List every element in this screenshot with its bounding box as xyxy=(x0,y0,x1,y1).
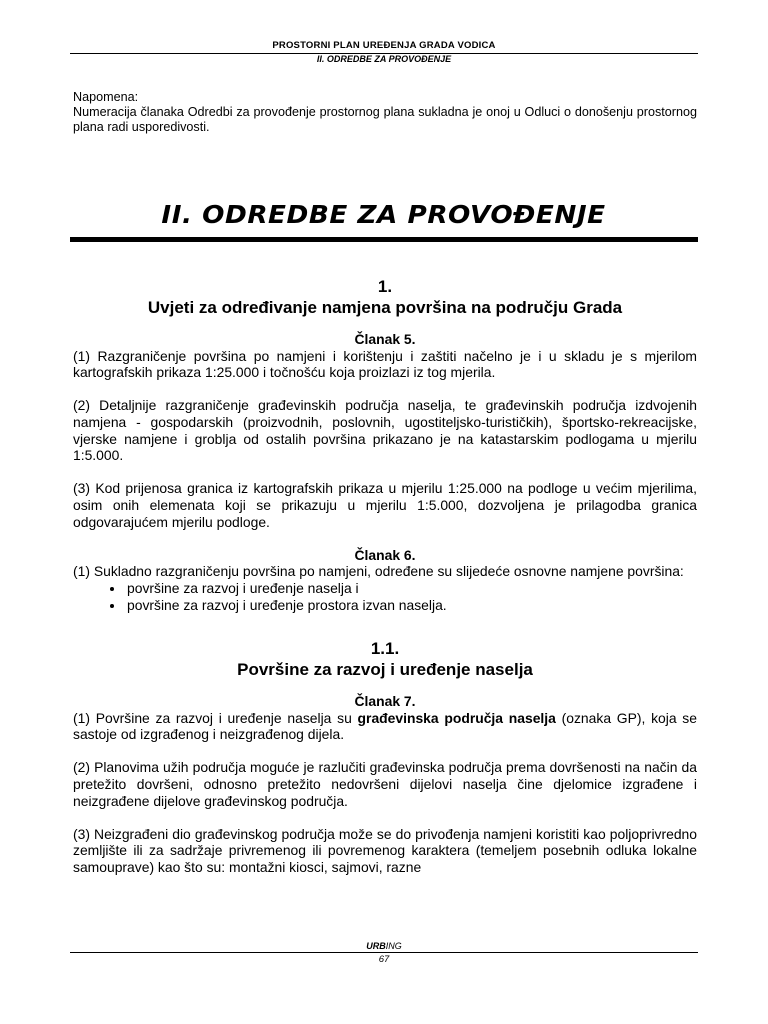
page-footer xyxy=(70,940,698,966)
page-number: 67 xyxy=(378,954,390,965)
article-heading: Članak 7. xyxy=(354,693,416,710)
article-heading: Članak 6. xyxy=(354,546,416,563)
main-title-text: II. ODREDBE ZA PROVOĐENJE xyxy=(161,200,607,229)
footer-brand: URBING xyxy=(366,941,402,951)
article-paragraph: (3) Neizgrađeni dio građevinskog područja može se do privođenja namjeni koristiti kao poljoprivredno zemljište ili za sadržaje privremenog ili povremenog karaktera (temeljem posebnih odluka lokalne samouprave) kao što su: montažni kiosci, sajmovi, razne xyxy=(73,825,697,876)
title-rule xyxy=(70,237,698,242)
article-paragraph: (2) Detaljnije razgraničenje građevinskih područja naselja, te građevinskih područja izdvojenih namjena - gospodarskih (proizvodnih, poslovnih, ugostiteljsko-turističkih), športsko-rekreacijske, vjerske namjene i groblja od ostalih površina prikazano je na katastarskim podlogama u mjerilu 1:5.000. xyxy=(73,397,697,464)
subsection-number: 1.1. xyxy=(370,639,400,659)
note-text: Numeracija članaka Odredbi za provođenje prostornog plana sukladna je onoj u Odluci o donošenju prostornog plana radi usporedivosti. xyxy=(73,105,697,134)
article-paragraph: (2) Planovima užih područja moguće je razlučiti građevinska područja prema dovršenosti na način da pretežito dovršeni, odnosno pretežito nedovršeni dijelovi naselja čine djelomice izgrađene i neizgrađene dijelove građevinskog područja. xyxy=(73,759,697,809)
section-number: 1. xyxy=(377,277,393,296)
bullet-list xyxy=(73,580,697,613)
header-title: PROSTORNI PLAN UREĐENJA GRADA VODICA xyxy=(272,40,496,51)
page-header xyxy=(70,40,698,65)
note-block xyxy=(73,90,697,135)
article-paragraph: (1) Površine za razvoj i uređenje naselja su građevinska područja naselja (oznaka GP), koja se sastoje od izgrađenog i neizgrađenog dijela. xyxy=(73,709,697,743)
section-title: Uvjeti za određivanje namjena površina na području Grada xyxy=(147,298,623,317)
article-paragraph: (1) Sukladno razgraničenju površina po namjeni, određene su slijedeće osnovne namjene površina: xyxy=(73,563,684,580)
header-subtitle: II. ODREDBE ZA PROVOĐENJE xyxy=(316,54,452,64)
document-body xyxy=(73,276,697,876)
subsection-title: Površine za razvoj i uređenje naselja xyxy=(237,660,533,680)
list-item: • površine za razvoj i uređenje naselja i xyxy=(125,580,697,597)
main-title xyxy=(70,200,698,240)
article-paragraph: (1) Razgraničenje površina po namjeni i korištenju i zaštiti načelno je i u skladu je s mjerilom kartografskih prikaza 1:25.000 i točnošću koja proizlazi iz tog mjerila. xyxy=(73,347,697,381)
article-heading: Članak 5. xyxy=(354,331,416,347)
list-item: • površine za razvoj i uređenje prostora izvan naselja. xyxy=(125,597,697,614)
bold-term: građevinska područja naselja xyxy=(357,709,556,726)
article-paragraph: (3) Kod prijenosa granica iz kartografskih prikaza u mjerilu 1:25.000 na podloge u većim mjerilima, osim onih elemenata koji se prikazuju u mjerilu 1:5.000, dozvoljena je prilagodba granica odgovarajućem mjerilu podloge. xyxy=(73,480,697,530)
note-label: Napomena: xyxy=(73,90,139,104)
